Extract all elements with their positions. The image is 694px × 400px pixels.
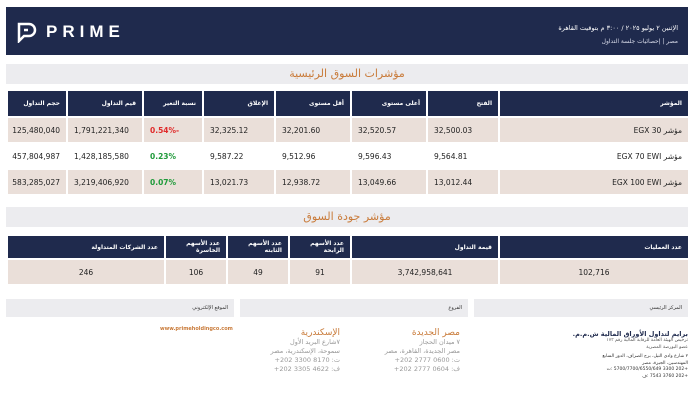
table-row: [6, 116, 688, 142]
hq-details: [478, 330, 688, 380]
trade-volume: 583,285,027: [6, 168, 66, 194]
branch-address: سموحة، الإسكندرية، مصر: [270, 347, 340, 355]
branch-alexandria: [250, 328, 340, 374]
column-header: عدد الأسهم الثابته: [226, 236, 288, 258]
open-value: 9,564.81: [426, 142, 498, 168]
column-header: عدد الأسهم الرابحة: [288, 236, 350, 258]
report-subtitle: مصر | إحصائيات جلسة التداول: [601, 38, 678, 45]
low-value: 9,512.96: [274, 142, 350, 168]
branch-phone: ت: 8170 3300 202+: [274, 356, 340, 364]
branch-fax: ف: 4622 3305 202+: [273, 365, 340, 373]
change-value: 0.07%: [142, 168, 202, 194]
hq-fax: +202 3760 7543 :ف: [642, 373, 688, 379]
table-row: [6, 258, 688, 284]
trade-volume: 457,804,987: [6, 142, 66, 168]
member-text: عضو البورصة المصرية: [646, 344, 688, 350]
column-header: قيمة التداول: [350, 236, 498, 258]
column-header: عدد الشركات المتداولة: [6, 236, 164, 258]
branches-tab: الفروع: [240, 299, 468, 317]
quality-header-row: [6, 236, 688, 258]
branch-city: الإسكندرية: [300, 328, 340, 338]
trade-value: 1,428,185,580: [66, 142, 142, 168]
indices-table: [6, 91, 688, 194]
website-tab: الموقع الإلكتروني: [6, 299, 234, 317]
open-value: 32,500.03: [426, 116, 498, 142]
close-value: 13,021.73: [202, 168, 274, 194]
branch-fax: ف: 0604 2777 202+: [393, 365, 460, 373]
trade-value: 1,791,221,340: [66, 116, 142, 142]
high-value: 32,520.57: [350, 116, 426, 142]
report-date: الإثنين ٢ يوليو ٢٠٢٥ / ٣:٠٠ م بتوقيت القاهرة: [558, 24, 678, 32]
branch-address: ٧ ميدان الحجاز: [419, 338, 460, 346]
branch-address: ٧شارع البريد الأول: [289, 338, 340, 346]
unchanged-count: 49: [226, 258, 288, 284]
branch-phone: ت: 0600 2777 202+: [394, 356, 460, 364]
trade-volume: 125,480,040: [6, 116, 66, 142]
column-header: الإغلاق: [202, 91, 274, 116]
quality-section-title: مؤشر جودة السوق: [6, 207, 688, 227]
branch-address: مصر الجديدة، القاهرة، مصر: [384, 347, 460, 355]
table-row: [6, 168, 688, 194]
hq-address: المهندسين، الجيزة، مصر: [642, 360, 688, 366]
losers-count: 106: [164, 258, 226, 284]
prime-logo: [16, 21, 125, 43]
index-name: مؤشر EGX 100 EWI: [498, 168, 688, 194]
website-link[interactable]: www.primeholdingco.com: [160, 326, 233, 332]
hq-tab: المركز الرئيسي: [474, 299, 688, 317]
indices-section-title: مؤشرات السوق الرئيسية: [6, 64, 688, 84]
column-header: حجم التداول: [6, 91, 66, 116]
branch-heliopolis: [360, 328, 460, 374]
company-name: برايم لتداول الأوراق المالية ش.م.م.: [572, 330, 688, 338]
gainers-count: 91: [288, 258, 350, 284]
index-name: مؤشر EGX 30: [498, 116, 688, 142]
column-header: قيم التداول: [66, 91, 142, 116]
page-header: [6, 7, 688, 55]
license-text: ترخيص الهيئة العامة للرقابة المالية رقم ١٧٣: [606, 338, 688, 343]
high-value: 9,596.43: [350, 142, 426, 168]
indices-header-row: [6, 91, 688, 116]
branch-city: مصر الجديدة: [411, 328, 460, 338]
trade-value: 3,219,406,920: [66, 168, 142, 194]
change-value: -0.54%: [142, 116, 202, 142]
close-value: 9,587.22: [202, 142, 274, 168]
close-value: 32,325.12: [202, 116, 274, 142]
low-value: 32,201.60: [274, 116, 350, 142]
column-header: أقل مستوى: [274, 91, 350, 116]
high-value: 13,049.66: [350, 168, 426, 194]
traded-companies-count: 246: [6, 258, 164, 284]
column-header: الفتح: [426, 91, 498, 116]
quality-table: [6, 236, 688, 284]
trade-value: 3,742,958,641: [350, 258, 498, 284]
column-header: المؤشر: [498, 91, 688, 116]
open-value: 13,012.44: [426, 168, 498, 194]
column-header: عدد الأسهم الخاسرة: [164, 236, 226, 258]
column-header: عدد العمليات: [498, 236, 688, 258]
prime-logo-icon: [16, 21, 38, 43]
table-row: [6, 142, 688, 168]
trades-count: 102,716: [498, 258, 688, 284]
change-value: 0.23%: [142, 142, 202, 168]
low-value: 12,938.72: [274, 168, 350, 194]
column-header: أعلى مستوى: [350, 91, 426, 116]
hq-phone: +202 3300 5700/7700/6550/649 :ت: [606, 367, 688, 372]
hq-address: ٢ شارع وادي النيل، برج الصراف، الدور السابع: [602, 354, 688, 359]
index-name: مؤشر EGX 70 EWI: [498, 142, 688, 168]
column-header: نسبة التغير: [142, 91, 202, 116]
logo-text: PRIME: [46, 22, 125, 41]
